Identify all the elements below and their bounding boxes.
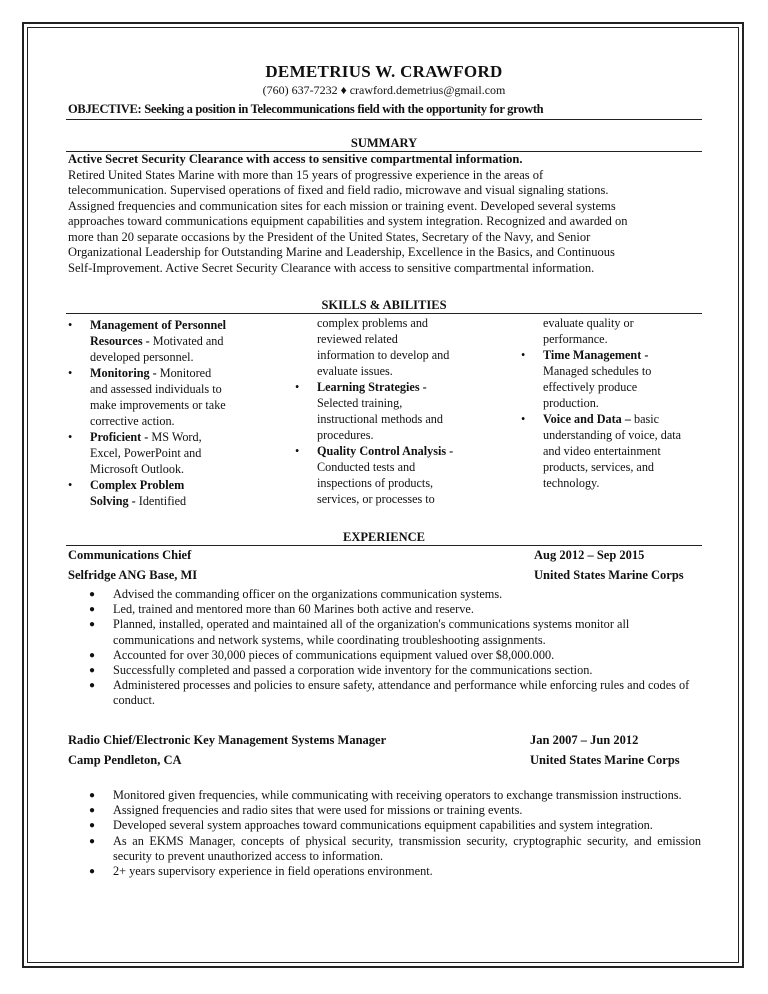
job-bullet-text: Advised the commanding officer on the organizations communication systems. [113, 587, 503, 601]
skill-line: understanding of voice, data [543, 428, 682, 442]
job-bullet-text: Developed several system approaches toward communications equipment capabilities and system integration. [113, 818, 653, 833]
job-bullet-item [89, 833, 701, 864]
bullet-icon: • [68, 478, 73, 492]
skill-line: Voice and Data – basic [543, 412, 660, 426]
experience-heading: EXPERIENCE [343, 530, 425, 544]
bullet-icon: • [295, 444, 300, 458]
skill-line: make improvements or take [90, 398, 226, 412]
job-bullet-text: As an EKMS Manager, concepts of physical security, transmission security, cryptographic security, and emission security to prevent unauthorized access to information. [113, 833, 701, 863]
job-bullet-text: Assigned frequencies and radio sites that were used for missions or training events. [113, 803, 523, 818]
divider [66, 119, 702, 120]
job-organization: United States Marine Corps [534, 568, 684, 582]
skill-line: Monitoring - Monitored [90, 366, 212, 380]
skill-line: technology. [543, 476, 600, 490]
bullet-icon: ● [89, 835, 96, 847]
job-bullet-text: Led, trained and mentored more than 60 Marines both active and reserve. [113, 602, 474, 617]
bullet-icon: ● [89, 820, 96, 832]
skill-item [521, 347, 708, 411]
job-dates: Jan 2007 – Jun 2012 [530, 733, 639, 747]
skill-line: Conducted tests and [317, 460, 416, 474]
skill-line: Proficient - MS Word, [90, 430, 202, 444]
skill-line: and video entertainment [543, 444, 661, 458]
job-bullet-item [89, 803, 701, 818]
bullet-icon: ● [89, 619, 96, 631]
skill-continued-line: reviewed related [317, 332, 398, 346]
skill-line: Solving - Identified [90, 494, 187, 508]
skill-line: corrective action. [90, 414, 175, 428]
skill-line: production. [543, 396, 599, 410]
contact-line: (760) 637-7232 ♦ crawford.demetrius@gmail.com [262, 83, 506, 97]
skills-column-3 [521, 315, 708, 491]
divider [66, 313, 702, 314]
skill-line: procedures. [317, 428, 374, 442]
skill-line: instructional methods and [317, 412, 443, 426]
skill-item [68, 429, 260, 477]
skill-line: services, or processes to [317, 492, 435, 506]
job-bullet-item [89, 678, 701, 708]
bullet-icon: ● [89, 604, 96, 616]
skill-line: Learning Strategies - [317, 380, 427, 394]
bullet-icon: ● [89, 790, 96, 801]
skill-line: products, services, and [543, 460, 655, 474]
skill-line: Selected training, [317, 396, 403, 410]
summary-line: more than 20 separate occasions by the President of the United States, Secretary of the Navy, and Senior [68, 229, 591, 244]
job-bullet-text: Accounted for over 30,000 pieces of communications equipment valued over $8,000.000. [113, 647, 555, 662]
job-bullet-text: Monitored given frequencies, while communicating with receiving operators to exchange transmission instructions. [113, 788, 682, 802]
skill-item [295, 379, 487, 443]
job-dates: Aug 2012 – Sep 2015 [534, 548, 645, 562]
bullet-icon: ● [89, 866, 96, 878]
bullet-icon: ● [89, 589, 96, 600]
job-bullet-text: Planned, installed, operated and maintained all of the organization's communications systems monitor all communications and network systems, while coordinating troubleshooting assignments. [113, 617, 630, 647]
job-bullet-item [89, 864, 701, 879]
skill-line: and assessed individuals to [90, 382, 222, 396]
skill-item [68, 477, 260, 509]
bullet-icon: ● [89, 805, 96, 817]
job-bullets [89, 788, 701, 879]
job-title: Radio Chief/Electronic Key Management Systems Manager [68, 733, 387, 747]
bullet-icon: ● [89, 649, 96, 661]
skill-line: inspections of products, [317, 476, 434, 490]
job-bullet-item [89, 647, 701, 663]
objective-line: OBJECTIVE: Seeking a position in Telecommunications field with the opportunity for growth [68, 102, 544, 116]
skill-continued-line: performance. [543, 332, 608, 346]
summary-line: Self-Improvement. Active Secret Security Clearance with access to sensitive compartmental information. [68, 260, 595, 275]
skill-line: Quality Control Analysis - [317, 444, 454, 458]
skill-line: developed personnel. [90, 350, 194, 364]
summary-line: Organizational Leadership for Outstanding Marine and Leadership, Excellence in the Basics, and Continuous [68, 245, 615, 259]
job-location: Selfridge ANG Base, MI [68, 568, 198, 582]
skill-continued-line: evaluate issues. [317, 364, 393, 378]
job-bullet-item [89, 587, 701, 602]
skill-line: Time Management - [543, 348, 649, 362]
job-bullet-item [89, 602, 701, 617]
bullet-icon: • [68, 318, 73, 332]
job-organization: United States Marine Corps [530, 753, 680, 767]
skill-line: effectively produce [543, 380, 638, 394]
skill-line: Microsoft Outlook. [90, 462, 185, 476]
summary-line: Assigned frequencies and communication sites for each mission or training event. Developed several systems [68, 198, 616, 213]
skills-heading: SKILLS & ABILITIES [321, 298, 447, 312]
bullet-icon: ● [89, 665, 96, 677]
summary-heading: SUMMARY [350, 136, 418, 150]
job-bullet-item [89, 788, 701, 803]
divider [66, 545, 702, 546]
job-bullet-text: Administered processes and policies to ensure safety, attendance and performance while enforcing rules and codes of conduct. [113, 678, 690, 708]
job-bullet-text: 2+ years supervisory experience in field operations environment. [113, 864, 433, 879]
job-bullet-item [89, 663, 701, 678]
job-bullet-item [89, 617, 701, 647]
job-title: Communications Chief [68, 548, 192, 562]
skill-line: Excel, PowerPoint and [90, 446, 202, 460]
skill-item [295, 443, 487, 507]
skill-item [68, 317, 260, 365]
skill-continued-line: complex problems and [317, 316, 429, 330]
summary-line: Retired United States Marine with more than 15 years of progressive experience in the areas of [68, 167, 544, 182]
skill-continued-line: evaluate quality or [543, 316, 634, 330]
skill-continued-line: information to develop and [317, 348, 450, 362]
skill-line: Resources - Motivated and [90, 334, 224, 348]
bullet-icon: ● [89, 680, 96, 692]
skill-line: Complex Problem [90, 478, 185, 492]
job-bullet-text: Successfully completed and passed a corporation wide inventory for the communications section. [113, 663, 593, 678]
job-location: Camp Pendleton, CA [68, 753, 182, 767]
skill-item [68, 365, 260, 429]
bullet-icon: • [521, 412, 526, 426]
bullet-icon: • [68, 430, 73, 444]
bullet-icon: • [68, 366, 73, 380]
summary-text [68, 152, 702, 276]
summary-line: approaches toward communications equipment capabilities and system integration. Recognized and awarded on [68, 214, 628, 228]
bullet-icon: • [521, 348, 526, 362]
skill-item [521, 411, 708, 491]
candidate-name: DEMETRIUS W. CRAWFORD [265, 62, 503, 81]
bullet-icon: • [295, 380, 300, 394]
summary-lead: Active Secret Security Clearance with access to sensitive compartmental information. [68, 152, 523, 166]
skill-line: Managed schedules to [543, 364, 652, 378]
skills-column-2 [295, 315, 487, 507]
job-bullet-item [89, 818, 701, 833]
summary-line: telecommunication. Supervised operations of fixed and field radio, microwave and visual signaling stations. [68, 183, 609, 197]
skill-line: Management of Personnel [90, 318, 227, 332]
job-bullets [89, 587, 701, 709]
skills-column-1 [68, 317, 260, 509]
